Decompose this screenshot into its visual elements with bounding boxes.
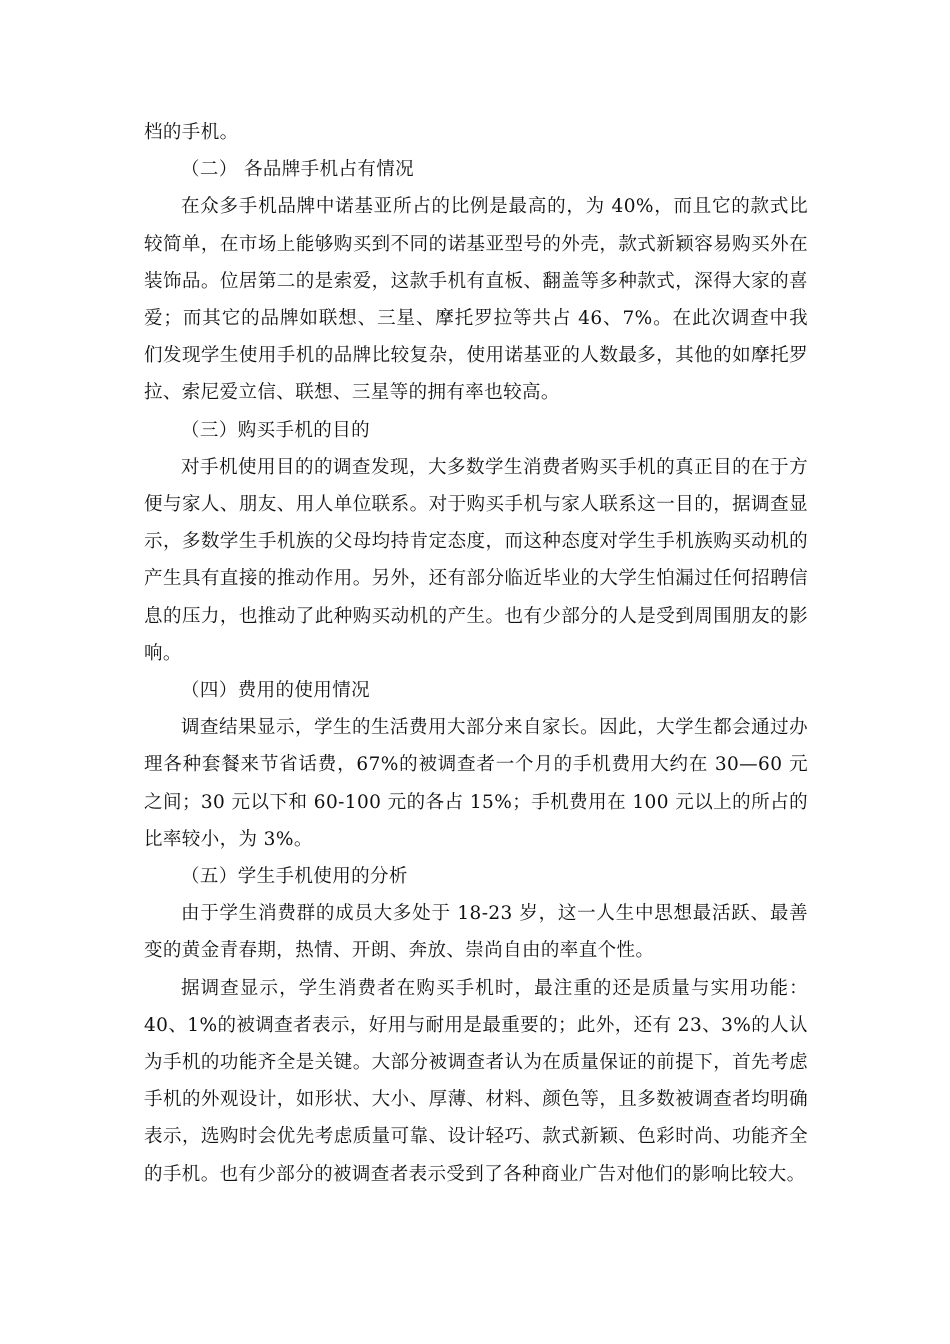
paragraph-purpose: 对手机使用目的的调查发现，大多数学生消费者购买手机的真正目的在于方便与家人、朋友、用人单位联系。对于购买手机与家人联系这一目的，据调查显示，多数学生手机族的父母均持肯定态度，而这种态度对学生手机族购买动机的产生具有直接的推动作用。另外，还有部分临近毕业的大学生怕漏过任何招聘信息的压力，也推动了此种购买动机的产生。也有少部分的人是受到周围朋友的影响。	[144, 456, 808, 664]
paragraph-analysis-age: 由于学生消费群的成员大多处于 18-23 岁，这一人生中思想最活跃、最善变的黄金青春期，热情、开朗、奔放、崇尚自由的率直个性。	[144, 903, 808, 962]
paragraph-brands: 在众多手机品牌中诺基亚所占的比例是最高的，为 40%，而且它的款式比较简单，在市场上能够购买到不同的诺基亚型号的外壳，款式新颖容易购买外在装饰品。位居第二的是索爱，这款手机有直板、翻盖等多种款式，深得大家的喜爱；而其它的品牌如联想、三星、摩托罗拉等共占 46、7%。在此次调查中我们发现学生使用手机的品牌比较复杂，使用诺基亚的人数最多，其他的如摩托罗拉、索尼爱立信、联想、三星等的拥有率也较高。	[144, 196, 808, 404]
section-heading-brands: （二） 各品牌手机占有情况	[181, 159, 415, 181]
paragraph-cost: 调查结果显示，学生的生活费用大部分来自家长。因此，大学生都会通过办理各种套餐来节省话费，67%的被调查者一个月的手机费用大约在 30—60 元之间；30 元以下和 60-100 元的各占 15%；手机费用在 100 元以上的所占的比率较小，为 3%。	[144, 717, 808, 850]
document-body	[144, 114, 808, 1193]
section-heading-analysis: （五）学生手机使用的分析	[181, 866, 408, 888]
paragraph-analysis-quality: 据调查显示，学生消费者在购买手机时，最注重的还是质量与实用功能：40、1%的被调查者表示，好用与耐用是最重要的；此外，还有 23、3%的人认为手机的功能齐全是关键。大部分被调查者认为在质量保证的前提下，首先考虑手机的外观设计，如形状、大小、厚薄、材料、颜色等，且多数被调查者均明确表示，选购时会优先考虑质量可靠、设计轻巧、款式新颖、色彩时尚、功能齐全的手机。也有少部分的被调查者表示受到了各种商业广告对他们的影响比较大。	[144, 977, 808, 1185]
continued-paragraph: 档的手机。	[144, 122, 239, 143]
section-heading-cost: （四）费用的使用情况	[181, 680, 371, 702]
section-heading-purpose: （三）购买手机的目的	[181, 419, 371, 441]
